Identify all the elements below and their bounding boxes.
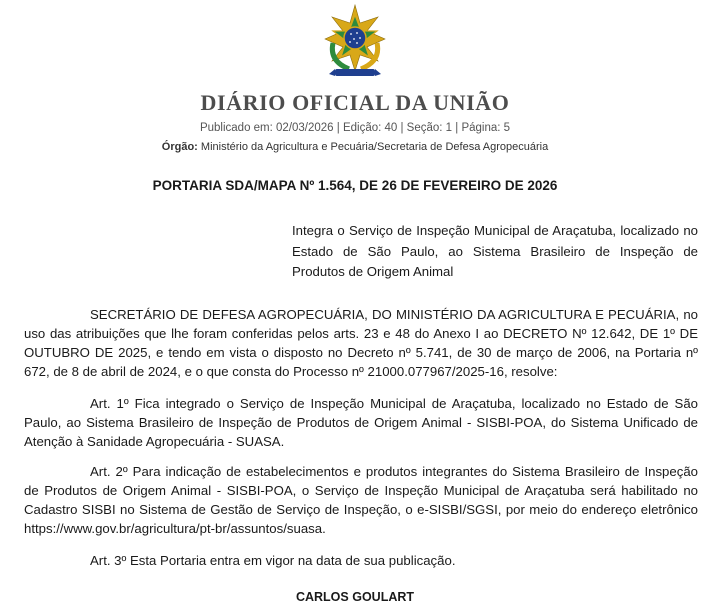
- orgao-line: [0, 141, 710, 153]
- publication-info: Publicado em: 02/03/2026 | Edição: 40 | Seção: 1 | Página: 5: [199, 122, 511, 134]
- article-1-paragraph: Art. 1º Fica integrado o Serviço de Inspeção Municipal de Araçatuba, localizado no Estado de São Paulo, ao Sistema Brasileiro de Inspeção de Produtos de Origem Animal - SISBI-POA, do Sistema Unificado de Atenção à Sanidade Agropecuária - SUASA.: [24, 396, 698, 449]
- document-heading: PORTARIA SDA/MAPA Nº 1.564, DE 26 DE FEVEREIRO DE 2026: [152, 178, 558, 193]
- article-3-paragraph: Art. 3º Esta Portaria entra em vigor na data de sua publicação.: [90, 553, 456, 568]
- brazil-coat-of-arms-icon: [319, 3, 391, 79]
- orgao-value: Ministério da Agricultura e Pecuária/Secretaria de Defesa Agropecuária: [200, 141, 549, 153]
- preamble-paragraph: SECRETÁRIO DE DEFESA AGROPECUÁRIA, DO MINISTÉRIO DA AGRICULTURA E PECUÁRIA, no uso das atribuições que lhe foram conferidas pelos arts. 23 e 48 do Anexo I ao DECRETO Nº 12.642, DE 1º DE OUTUBRO DE 2025, e tendo em vista o disposto no Decreto nº 5.741, de 30 de março de 2006, na Portaria nº 672, de 8 de abril de 2024, e o que consta do Processo nº 21000.077967/2025-16, resolve:: [24, 307, 698, 379]
- page-title: DIÁRIO OFICIAL DA UNIÃO: [200, 90, 510, 115]
- ementa: Integra o Serviço de Inspeção Municipal de Araçatuba, localizado no Estado de São Paulo, ao Sistema Brasileiro de Inspeção de Produtos de Origem Animal: [292, 223, 698, 279]
- signer-name: CARLOS GOULART: [295, 590, 415, 604]
- article-2-paragraph: Art. 2º Para indicação de estabelecimentos e produtos integrantes do Sistema Brasileiro de Inspeção de Produtos de Origem Animal - SISBI-POA, o Serviço de Inspeção Municipal de Araçatuba será habilitado no Cadastro SISBI no Sistema de Gestão de Serviço de Inspeção, o e-SISBI/SGSI, por meio do endereço eletrônico https://www.gov.br/agricultura/pt-br/assuntos/suasa.: [24, 464, 698, 536]
- orgao-label: Órgão:: [161, 141, 198, 153]
